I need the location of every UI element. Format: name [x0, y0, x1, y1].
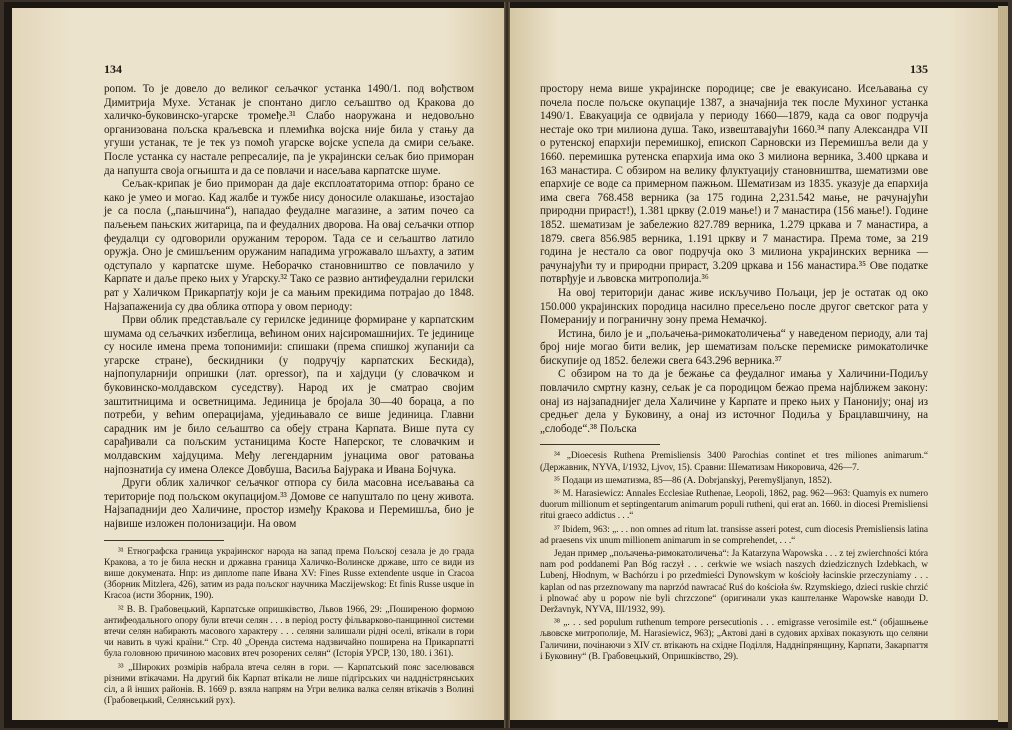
footnote: Један пример „пољачења-римокатоличења“: Ja Katarzyna Wapowska . . . z tej zwierchności która nam pod poddanemi Pan Bóg raczył . . . cerkwie we wsiach naszych dziedzicznych Izdebkach, w Lubenj, Hłodnym, w Bachórzu i po przedmieści Dynowskym w kościoły łacinskie przeczyniamy . . . kaplan od nas przeznowany ma naprzód nawracać Ruś do kościoła św. Rzymskiego, dzieci ruskie chrzić i plnować aby u popow nie byli chrzczone“ (оригинали указ каштеланке Wapowske наводи D. Deržavnyk, NYVA, III/1932, 99).: [540, 549, 928, 616]
paragraph: ропом. То је довело до великог сељачког устанка 1490/1. под вођством Димитрија Мухе. Устанак је спонтано дигло сељаштво од Кракова до халичко-буковинско-угарске тромеђе.³¹ Слабо наоружана и недовољно организована пољска краљевска и племићка војска није била у стању да угуши устанак, те је тек уз помоћ угарске војске успела да смири сељаке. После устанка су настале репресалије, па је украјински сељак био приморан да напушта своја огњишта и да се повлачи и насељава карпатске шуме.: [104, 83, 474, 177]
paragraph: Истина, било је и „пољачења-римокатоличења“ у наведеном периоду, али тај број није могао бити велик, јер шематизам пољске перемиске римокатоличке бискупије од 1852. бележи свега 643.296 верника.³⁷: [540, 327, 928, 367]
footnote: ³¹ Етнографска граница украјинског народа на запад према Пољској сезала је до града Кракова, а то је била нескн и државна граница Халичко-Волинске државе, што се види из више докумената. Нпр: из диплome папе Ивана XV: Fines Russe extendente usque in Cracoa (Зборник Mitzlera, 426), затим из рада пољског научника Maczijewskog: Et finis Russe usque in Kracoa (исти Зборник, 190).: [104, 546, 474, 602]
paragraph: С обзиром на то да је бежање са феудалног имања у Халичини-Подиљу повлачило смртну казну, сељак је са породицом бежао према најближем закону: онај из најзападнијег дела Халичине у Карпате и преко њих у Панонију; онај из средњег дела у Буковину, а онај из источног Подиља у Брацлавшчину, на „слободе“.³⁸ Пољска: [540, 368, 928, 435]
page-number: 134: [104, 62, 122, 76]
footnote: ³⁷ Ibidem, 963: „. . . non omnes ad ritum lat. transisse asseri potest, cum diocesis Premisliensis latina ad praesens vix unum millionem animarum in se comprehendet, . . .“: [540, 524, 928, 546]
paragraph: простору нема више украјинске породице; све је евакуисано. Исељавања су почела после пољске окупације 1387, а значајнија тек после Мухиног устанка 1490/1. Евакуација се одвијала у периоду 1660—1879, када са овог подручја нестаје око три милиона душа. Тако, извештавајући 1660.³⁴ папу Александра VII о рутенској епархији перемишкој, епископ Сарновски из Перемишља вели да у 1660. перемишка рутенска епархија има око 3 милиона верника, 3.400 цркава и 163 манастира. С обзиром на велику флуктуацију становништва, шематизми ове епархије се воде са примерном пажњом. Шематизам из 1835. указује да епархија има свега 768.458 верника (за 175 година 2,231.542 мање, не рачунајући природни прираст!), 1.381 цркву (2.019 мање!) и 7 манастира (156 мање!). Године 1852. шематизам је забележио 827.789 верника, 1.279 цркава и 7 манастира, а 1879. свега 856.985 верника, 1.191 цркву и 7 манастира. Према томе, за 219 година је нестало са овог подручја око 3 милиона украјинских верника — рачунајући ту и природни прираст, 3.209 цркава и 156 манастира.³⁵ Ове податке потврђује и љвовска митрополија.³⁶: [540, 83, 928, 286]
page-edges: [998, 6, 1008, 722]
book-spread: [4, 2, 1008, 728]
footnote: ³² В. В. Грабовецький, Карпатське опришківство, Львов 1966, 29: „Поширеною формою антифеодального опору були втечи селян . . . в період росту фільварково-панщинної системи втечи селян набирають масового характеру . . . селяни залишали рідні оселі, втікали в гори чи навить в чужі країни.“ Стр. 40 „Оренда система надзвичайно поширена на Прикарпатті була головною причиною масових втеч розорених селян“ (Історія УРСР, 130, 180. і 361).: [104, 604, 474, 660]
footnote-rule: [104, 540, 224, 541]
footnotes: [540, 451, 928, 663]
footnote: ³⁴ „Dioecesis Ruthena Premisliensis 3400 Parochias continet et tres miliones animarum.“ (Державник, NYVA, I/1932, Ljvov, 15). Сравни: Шематизам Никоровича, 426—7.: [540, 451, 928, 473]
footnote: ³⁶ M. Harasiewicz: Annales Ecclesiae Ruthenae, Leopoli, 1862, pag. 962—963: Quamyis ex numero duorum millionum et septingentarum animarum populi rutheni, qui erat an. 1660. in diocesi Premisliensi ritui graeco addictus . . .“: [540, 489, 928, 522]
right-page: [510, 8, 998, 720]
footnote-rule: [540, 444, 660, 445]
paragraph: Први облик представљале су герилске јединице формиране у карпатским шумама од сељачких избеглица, већином оних најсиромашнијих. Те јединице су носиле имена према топонимији: спишаки (према спишкој жупанији са угарске стране), бескидники (у подручју карпатских Бескида), најпопуларнији опришки (лат. opressor), па и хајдуци (у словачком и буковинско-молдавском суседству). Народ их је сматрао својим заштитницима и осветницима. Јединица је бројала 30—40 бораца, а по потреби, у већим операцијама, уједињавало се више јединица. Главни сарадник им је било сељаштво са обеју страна Карпата. Више пута су сарађивали са пољским устаницима Косте Наперског, те словачким и молдавским хајдуцима. Међу легендарним јунацима овог ратовања најпознатија су имена Олексе Довбуша, Васиља Бајурака и Ивана Бојчука.: [104, 314, 474, 476]
main-text: [104, 83, 474, 532]
paragraph: На овој територији данас живе искључиво Пољаци, јер је остатак од око 150.000 украјинских породица насилно пресељено после другог светског рата у Померанију и пограничну зону према Немачкој.: [540, 286, 928, 327]
left-page: [12, 8, 504, 720]
paragraph: Други облик халичког сељачког отпора су била масовна исељавања са територије под пољском окупацијом.³³ Домове се напуштало по цену живота. Најзападнији део Халичине, простор између Кракова и Перемишља, био је највише изложен полонизацији. На овом: [104, 477, 474, 530]
footnote: ³⁸ „. . . sed populum ruthenum tempore persecutionis . . . emigrasse verosimile est.“ (објашњење љвовске митрополије, M. Harasiewicz, 963); „Актові дані в судових архівах показують що селяни Галичини, почінаючи з XIV ст. втікають на східне Поділля, Наддніпрянщину, Карпати, Закарпаття і Буковину“ (В. Грабовецький, Опришківство, 29).: [540, 618, 928, 662]
page-number: 135: [910, 62, 928, 76]
footnote: ³³ „Широких розмірів набрала втеча селян в гори. — Карпатський пояс заселювався різними втікачами. На другий бік Карпат втікали не лише підгірських чи наддністрянських сіл, а й інших районів. В. 1669 р. взяла напрям на Угри велика валка селян втікачів з Волині (Грабовецький, Селянський рух).: [104, 662, 474, 707]
footnote: ³⁵ Подаци из шематизма, 85—86 (А. Dobrjanskyj, Peremyšljanyn, 1852).: [554, 475, 832, 486]
footnotes: [104, 547, 474, 708]
main-text: [540, 83, 928, 436]
paragraph: Сељак-крипак је био приморан да даје експлоататорима отпор: брано се како је умео и могао. Кад жалбе и тужбе нису доносиле олакшање, изостајао је са посла („пањшчина“), нападао феудалне магазине, а затим почео са паљењем пањских житарица, па и феудалних дворова. На овај сељачки отпор феудалци су одговорили оружаним терором. Тада се и сељаштво латило оружја. Оно је смишљеним оружаним нападима угрожавало шљахту, а затим одступало у карпатске шуме. Неборачко становништво се повлачило у Карпате и даље преко њих у Угарску.³² Тако се развио антифеудални герилски рат у Халичком Прикарпатју који је са мањим прекидима потрајао до 1848. Најзапаженија су два облика отпора у овом периоду:: [104, 178, 474, 313]
